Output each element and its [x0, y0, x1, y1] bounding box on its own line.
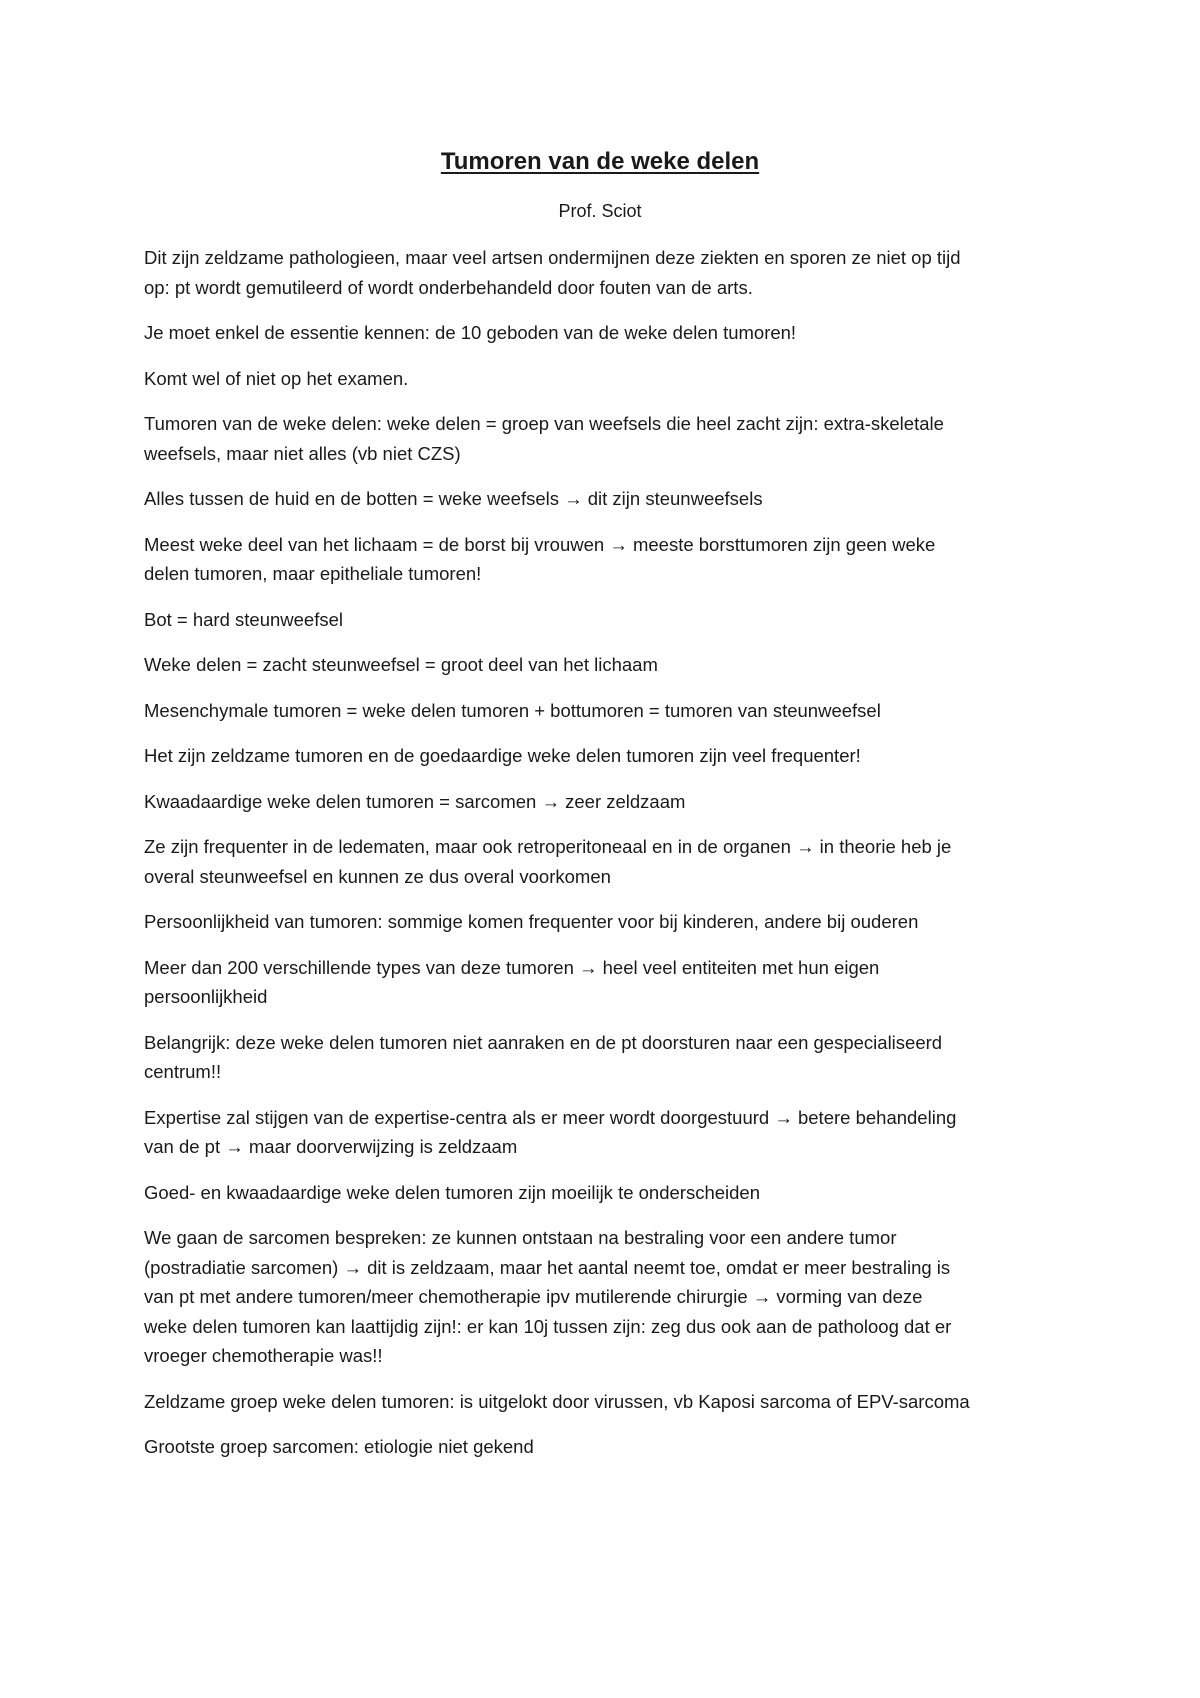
paragraph: Persoonlijkheid van tumoren: sommige komen frequenter voor bij kinderen, andere bij ouderen — [144, 911, 919, 932]
paragraph: Bot = hard steunweefsel — [144, 608, 344, 630]
paragraph: Zeldzame groep weke delen tumoren: is uitgelokt door virussen, vb Kaposi sarcoma of EPV-sarcoma — [144, 1390, 970, 1412]
paragraph: Belangrijk: deze weke delen tumoren niet aanraken en de pt doorsturen naar een gespecialiseerd centrum!! — [144, 1031, 943, 1082]
paragraph: Tumoren van de weke delen: weke delen = groep van weefsels die heel zacht zijn: extra-skeletale weefsels, maar niet alles (vb niet CZS) — [144, 413, 944, 464]
paragraph: Meer dan 200 verschillende types van deze tumoren → heel veel entiteiten met hun eigen persoonlijkheid — [144, 956, 880, 1007]
paragraph: Komt wel of niet op het examen. — [144, 367, 409, 389]
document-title: Tumoren van de weke delen — [440, 148, 760, 175]
paragraph: Grootste groep sarcomen: etiologie niet gekend — [144, 1436, 534, 1457]
paragraph: Dit zijn zeldzame pathologieen, maar veel artsen ondermijnen deze ziekten en sporen ze niet op tijd op: pt wordt gemutileerd of wordt onderbehandeld door fouten van de arts. — [144, 247, 961, 298]
paragraph: Het zijn zeldzame tumoren en de goedaardige weke delen tumoren zijn veel frequenter! — [144, 745, 861, 766]
paragraph: Expertise zal stijgen van de expertise-centra als er meer wordt doorgestuurd → betere behandeling van de pt → maar doorverwijzing is zeldzaam — [144, 1106, 957, 1157]
paragraph: Alles tussen de huid en de botten = weke weefsels → dit zijn steunweefsels — [144, 488, 763, 509]
document-body — [144, 243, 1064, 1478]
paragraph: Ze zijn frequenter in de ledematen, maar ook retroperitoneaal en in de organen → in theorie heb je overal steunweefsel en kunnen ze dus overal voorkomen — [144, 836, 952, 887]
paragraph: Kwaadaardige weke delen tumoren = sarcomen → zeer zeldzaam — [144, 790, 686, 812]
paragraph: We gaan de sarcomen bespreken: ze kunnen ontstaan na bestraling voor een andere tumor (postradiatie sarcomen) → dit is zeldzaam, maar het aantal neemt toe, omdat er meer bestraling is van pt met andere tumoren/meer chemotherapie ipv mutilerende chirurgie → vorming van deze weke delen tumoren kan laattijdig zijn!: er kan 10j tussen zijn: zeg dus ook aan de patholoog dat er vroeger chemotherapie was!! — [144, 1227, 952, 1366]
paragraph: Goed- en kwaadaardige weke delen tumoren zijn moeilijk te onderscheiden — [144, 1181, 761, 1203]
paragraph: Meest weke deel van het lichaam = de borst bij vrouwen → meeste borsttumoren zijn geen weke delen tumoren, maar epitheliale tumoren! — [144, 533, 936, 584]
paragraph: Weke delen = zacht steunweefsel = groot deel van het lichaam — [144, 654, 658, 675]
document-author: Prof. Sciot — [558, 201, 642, 221]
paragraph: Mesenchymale tumoren = weke delen tumoren + bottumoren = tumoren van steunweefsel — [144, 699, 881, 721]
paragraph: Je moet enkel de essentie kennen: de 10 geboden van de weke delen tumoren! — [144, 322, 797, 343]
